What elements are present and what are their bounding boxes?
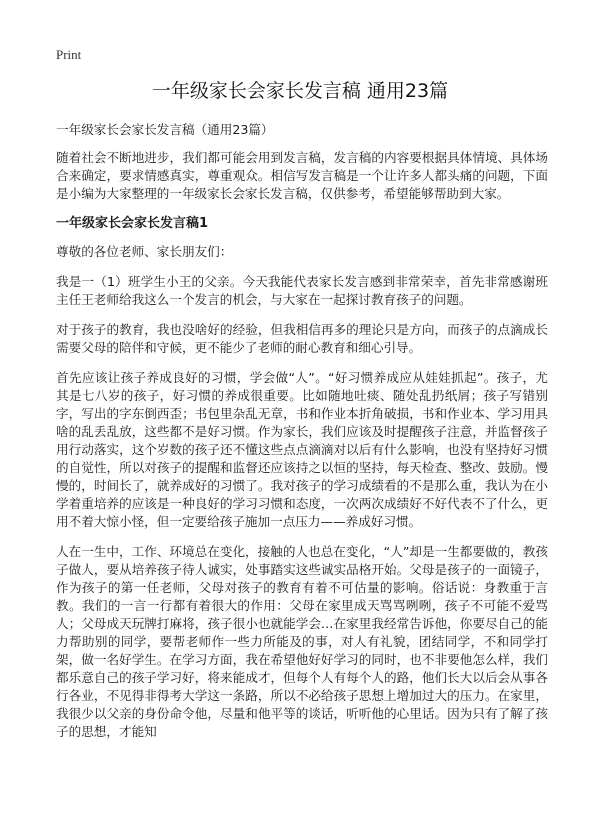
print-link[interactable]: Print	[56, 47, 82, 62]
document-body	[56, 121, 548, 753]
body-paragraph: 人在一生中，工作、环境总在变化，接触的人也总在变化，“人”却是一生都要做的，教孩子做人，要从培养孩子待人诚实，处事踏实这些诚实品格开始。父母是孩子的一面镜子，作为孩子的第一任老师，父母对孩子的教育有着不可估量的影响。俗话说：身教重于言教。我们的一言一行都有着很大的作用：父母在家里成天骂骂咧咧，孩子不可能不爱骂人；父母成天玩牌打麻将，孩子很小也就能学会…在家里我经常告诉他，你要尽自己的能力帮助别的同学，要帮老师作一些力所能及的事，对人有礼貌，团结同学，不和同学打架，做一名好学生。在学习方面，我在希望他好好学习的同时，也不非要他怎么样，我们都乐意自己的孩子学习好，将来能成才，但每个人有每个人的路，他们长大以后会从事各行各业，不见得非得考大学这一条路，所以不必给孩子思想上增加过大的压力。在家里，我很少以父亲的身份命令他，尽量和他平等的谈话，听听他的心里话。因为只有了解了孩子的思想，才能知	[56, 544, 548, 739]
section-heading: 一年级家长会家长发言稿1	[56, 216, 209, 231]
intro-paragraph: 随着社会不断地进步，我们都可能会用到发言稿，发言稿的内容要根据具体情境、具体场合来确定，要求情感真实，尊重观众。相信写发言稿是一个让许多人都头痛的问题，下面是小编为大家整理的一年级家长会家长发言稿，仅供参考，希望能够帮助到大家。	[56, 150, 548, 201]
body-paragraph: 对于孩子的教育，我也没啥好的经验，但我相信再多的理论只是方向，而孩子的点滴成长需要父母的陪伴和守候，更不能少了老师的耐心教育和细心引导。	[56, 322, 548, 355]
document-title: 一年级家长会家长发言稿 通用23篇	[151, 80, 449, 102]
salutation-paragraph: 尊敬的各位老师、家长朋友们：	[56, 244, 233, 259]
body-paragraph: 我是一（1）班学生小王的父亲。今天我能代表家长发言感到非常荣幸，首先非常感谢班主任王老师给我这么一个发言的机会，与大家在一起探讨教育孩子的问题。	[56, 274, 548, 307]
document-subtitle: 一年级家长会家长发言稿（通用23篇）	[56, 122, 274, 137]
body-paragraph: 首先应该让孩子养成良好的习惯，学会做“人”。“好习惯养成应从娃娃抓起”。孩子，尤其是七八岁的孩子，好习惯的养成很重要。比如随地吐痰、随处乱扔纸屑；孩子写错别字，写出的字东倒西歪；书包里杂乱无章，书和作业本折角破损，书和作业本、学习用具啥的乱丢乱放，这些都不是好习惯。作为家长，我们应该及时提醒孩子注意，并监督孩子用行动落实，这个岁数的孩子还不懂这些点点滴滴对以后有什么影响，也没有坚持好习惯的自觉性，所以对孩子的提醒和监督还应该持之以恒的坚持，每天检查、整改、鼓励。慢慢的，时间长了，就养成好的习惯了。我对孩子的学习成绩看的不是那么重，我认为在小学着重培养的应该是一种良好的学习习惯和态度，一次两次成绩好不好代表不了什么，更用不着大惊小怪，但一定要给孩子施加一点压力——养成好习惯。	[56, 370, 548, 529]
